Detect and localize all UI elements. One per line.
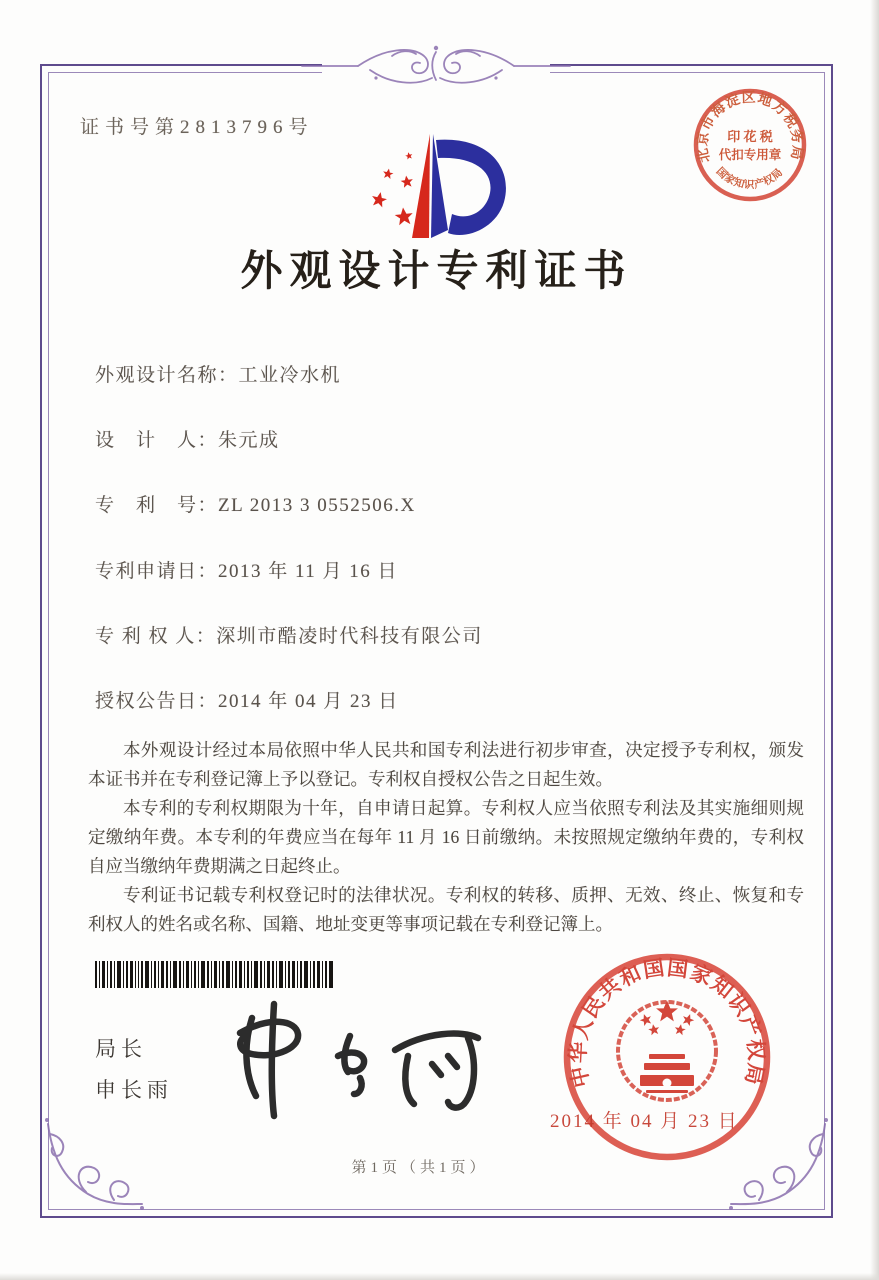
field-filing-date-value: 2013 年 11 月 16 日	[218, 561, 399, 582]
certificate-title: 外观设计专利证书	[240, 249, 633, 295]
scan-edge-right	[870, 0, 879, 1280]
tax-stamp-seal	[690, 85, 810, 205]
field-design-name-value: 工业冷水机	[238, 365, 342, 386]
field-patentee	[95, 621, 483, 648]
certificate-number: 证书号第2813796号	[80, 117, 314, 138]
barcode	[95, 961, 335, 988]
paragraph-grant: 本外观设计经过本局依照中华人民共和国专利法进行初步审查，决定授予专利权，颁发本证书并在专利登记簿上予以登记。专利权自授权公告之日起生效。	[88, 740, 804, 789]
paragraph-term-fees: 本专利的专利权期限为十年，自申请日起算。专利权人应当依照专利法及其实施细则规定缴纳年费。本专利的年费应当在每年 11 月 16 日前缴纳。未按照规定缴纳年费的，专利权自应当缴纳年费期满之日起终止。	[88, 798, 804, 876]
tax-seal-line2: 代扣专用章	[718, 148, 782, 162]
field-patent-number-label: 专 利 号：	[95, 495, 219, 516]
field-grant-date	[95, 686, 399, 713]
tax-seal-line1: 印 花 税	[727, 129, 773, 144]
field-design-name-label: 外观设计名称：	[95, 365, 239, 386]
field-designer	[95, 425, 280, 452]
office-seal-arc-text: 中华人民共和国国家知识产权局	[565, 955, 769, 1090]
patent-office-logo-icon	[355, 126, 515, 242]
field-patentee-value: 深圳市酷凌时代科技有限公司	[216, 626, 483, 647]
field-patentee-label: 专 利 权 人：	[95, 626, 217, 647]
field-designer-label: 设 计 人：	[95, 430, 219, 451]
field-designer-value: 朱元成	[218, 430, 280, 451]
page-footer: 第1页（共1页）	[351, 1160, 489, 1176]
legal-paragraphs	[88, 736, 804, 939]
office-seal-date: 2014 年 04 月 23 日	[550, 1111, 739, 1132]
svg-text:国家知识产权局	[714, 165, 786, 192]
tax-seal-arc-top-text: 北京市海淀区地方税务局	[695, 90, 805, 164]
signer-title: 局长	[95, 1038, 147, 1061]
director-signature	[210, 998, 490, 1120]
scan-edge-bottom	[0, 1273, 879, 1280]
national-emblem-icon	[618, 1001, 716, 1101]
field-grant-date-value: 2014 年 04 月 23 日	[218, 691, 399, 712]
tax-seal-arc-bottom-text: 国家知识产权局	[713, 166, 785, 192]
field-patent-number	[95, 490, 416, 517]
field-design-name	[95, 360, 341, 387]
signer-name: 申长雨	[95, 1079, 173, 1102]
field-patent-number-value: ZL 2013 3 0552506.X	[218, 495, 416, 516]
field-filing-date-label: 专利申请日：	[95, 561, 219, 582]
paragraph-register: 专利证书记载专利权登记时的法律状况。专利权的转移、质押、无效、终止、恢复和专利权人的姓名或名称、国籍、地址变更等事项记载在专利登记簿上。	[88, 885, 804, 934]
field-filing-date	[95, 556, 398, 583]
field-grant-date-label: 授权公告日：	[95, 691, 219, 712]
